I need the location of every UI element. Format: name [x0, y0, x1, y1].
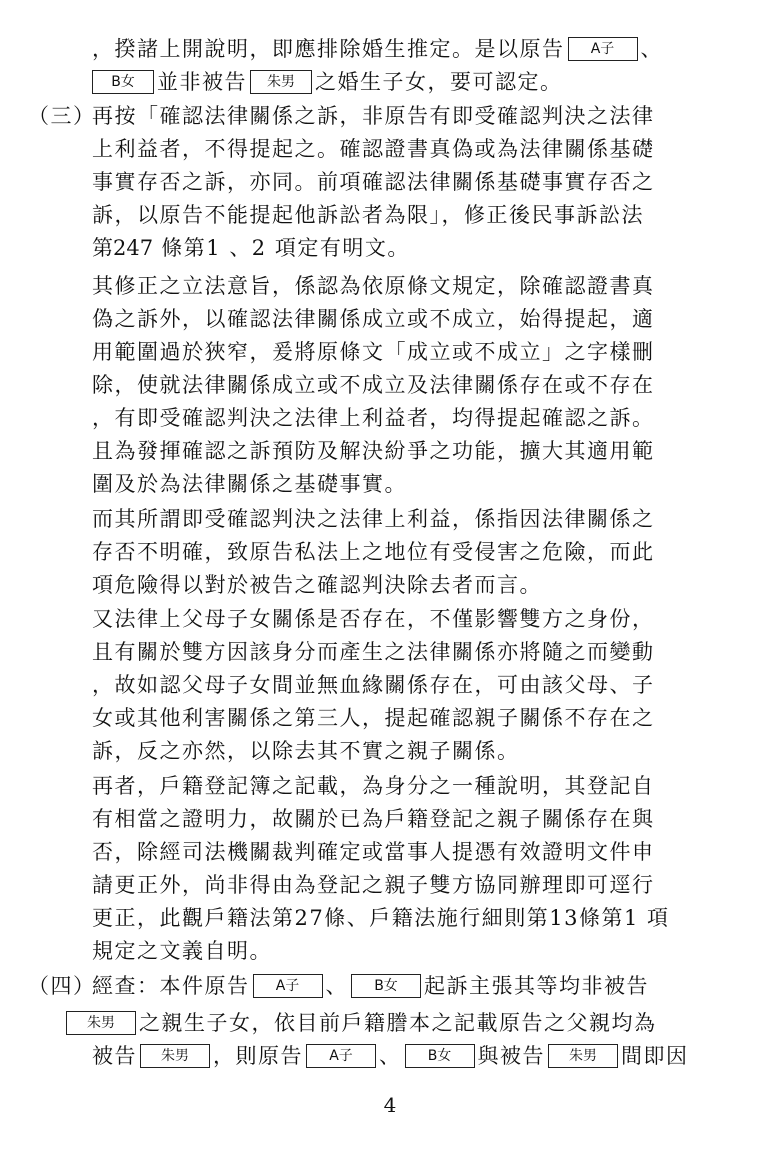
text-line [0, 503, 780, 536]
text-line [0, 468, 780, 501]
text-segment: 且有關於雙方因該身分而產生之法律關係亦將隨之而變動 [92, 640, 655, 664]
text-segment: ，揆諸上開說明，即應排除婚生推定。是以原告 [92, 37, 565, 61]
text-segment: 、 [640, 37, 663, 61]
text-segment: 第247 [92, 236, 154, 260]
text-segment: 否，除經司法機關裁判確定或當事人提憑有效證明文件申 [92, 840, 655, 864]
text-segment: 項危險得以對於被告之確認判決除去者而言。 [92, 573, 542, 597]
redaction-box: B女 [92, 70, 154, 94]
text-line [0, 402, 780, 435]
text-line [0, 66, 780, 99]
text-line [0, 869, 780, 902]
redaction-box: 朱男 [250, 70, 312, 94]
redaction-box: 朱男 [140, 1044, 210, 1068]
text-line [0, 133, 780, 166]
text-segment: 更正，此觀戶籍法第27條、戶籍法施行細則第13條第1 項 [92, 906, 670, 930]
text-segment: ，有即受確認判決之法律上利益者，均得提起確認之訴。 [92, 406, 655, 430]
text-segment: 其修正之立法意旨，係認為依原條文規定，除確認證書真 [92, 274, 655, 298]
text-segment: 請更正外，尚非得由為登記之親子雙方協同辦理即可逕行 [92, 873, 655, 897]
section-heading: （三） [28, 104, 96, 128]
text-segment: 上利益者，不得提起之。確認證書真偽或為法律關係基礎 [92, 137, 655, 161]
text-line [0, 536, 780, 569]
text-line [0, 902, 780, 935]
text-segment: 事實存否之訴，亦同。前項確認法律關係基礎事實存否之 [92, 170, 655, 194]
text-line [0, 803, 780, 836]
text-line [0, 435, 780, 468]
text-segment: 圍及於為法律關係之基礎事實。 [92, 472, 407, 496]
text-segment: 訴，以原告不能提起他訴訟者為限」，修正後民事訴訟法 [92, 203, 644, 227]
text-segment: 女或其他利害關係之第三人，提起確認親子關係不存在之 [92, 706, 655, 730]
text-segment: 有相當之證明力，故關於已為戶籍登記之親子關係存在與 [92, 807, 655, 831]
text-segment: 起訴主張其等均非被告 [424, 974, 649, 998]
text-line [0, 569, 780, 602]
section-heading: （四） [28, 974, 96, 998]
text-line [0, 303, 780, 336]
text-line [0, 636, 780, 669]
text-line [0, 603, 780, 636]
text-segment: 經查：本件原告 [92, 974, 250, 998]
text-line [0, 669, 780, 702]
text-line [0, 702, 780, 735]
text-line [0, 770, 780, 803]
text-segment: 、 [379, 1044, 402, 1068]
text-segment: 並非被告 [157, 70, 247, 94]
redaction-box: A子 [568, 37, 638, 61]
text-segment: 且為發揮確認之訴預防及解決紛爭之功能，擴大其適用範 [92, 439, 655, 463]
text-segment: 、2 項定有明文。 [229, 236, 410, 260]
redaction-box: 朱男 [548, 1044, 618, 1068]
text-segment: 再按「確認法律關係之訴，非原告有即受確認判決之法律 [92, 104, 655, 128]
text-segment: 訴，反之亦然，以除去其不實之親子關係。 [92, 739, 520, 763]
text-line [0, 33, 780, 66]
redaction-box: 朱男 [66, 1011, 136, 1035]
text-segment: 間即因 [621, 1044, 689, 1068]
redaction-box: B女 [405, 1044, 475, 1068]
text-line [0, 166, 780, 199]
text-segment: 與被告 [477, 1044, 545, 1068]
text-segment: 存否不明確，致原告私法上之地位有受侵害之危險，而此 [92, 540, 655, 564]
text-segment: 條第1 [153, 236, 230, 260]
text-line [0, 199, 780, 232]
text-line [0, 270, 780, 303]
redaction-box: A子 [306, 1044, 376, 1068]
text-line [0, 232, 780, 265]
text-line [0, 935, 780, 968]
text-segment: 之親生子女，依目前戶籍謄本之記載原告之父親均為 [139, 1011, 657, 1035]
redaction-box: B女 [351, 974, 421, 998]
text-segment: 被告 [92, 1044, 137, 1068]
text-segment: 再者，戶籍登記簿之記載，為身分之一種說明，其登記自 [92, 774, 655, 798]
text-line [0, 970, 780, 1003]
text-line [0, 336, 780, 369]
text-segment: 規定之文義自明。 [92, 939, 272, 963]
text-segment: 偽之訴外，以確認法律關係成立或不成立，始得提起，適 [92, 307, 655, 331]
text-segment: 又法律上父母子女關係是否存在，不僅影響雙方之身份， [92, 607, 655, 631]
text-line [0, 1040, 780, 1073]
text-segment: 除，使就法律關係成立或不成立及法律關係存在或不存在 [92, 373, 655, 397]
text-segment: 而其所謂即受確認判決之法律上利益，係指因法律關係之 [92, 507, 655, 531]
text-segment: 、 [325, 974, 348, 998]
redaction-box: A子 [253, 974, 323, 998]
page-number: 4 [383, 1093, 397, 1117]
text-segment: 用範圍過於狹窄，爰將原條文「成立或不成立」之字樣刪 [92, 340, 655, 364]
text-line [0, 836, 780, 869]
text-line [0, 1007, 780, 1040]
text-line [0, 369, 780, 402]
text-segment: ，則原告 [213, 1044, 303, 1068]
text-line [0, 100, 780, 133]
text-segment: 之婚生子女，要可認定。 [315, 70, 563, 94]
text-line [0, 735, 780, 768]
text-segment: ，故如認父母子女間並無血緣關係存在，可由該父母、子 [92, 673, 655, 697]
